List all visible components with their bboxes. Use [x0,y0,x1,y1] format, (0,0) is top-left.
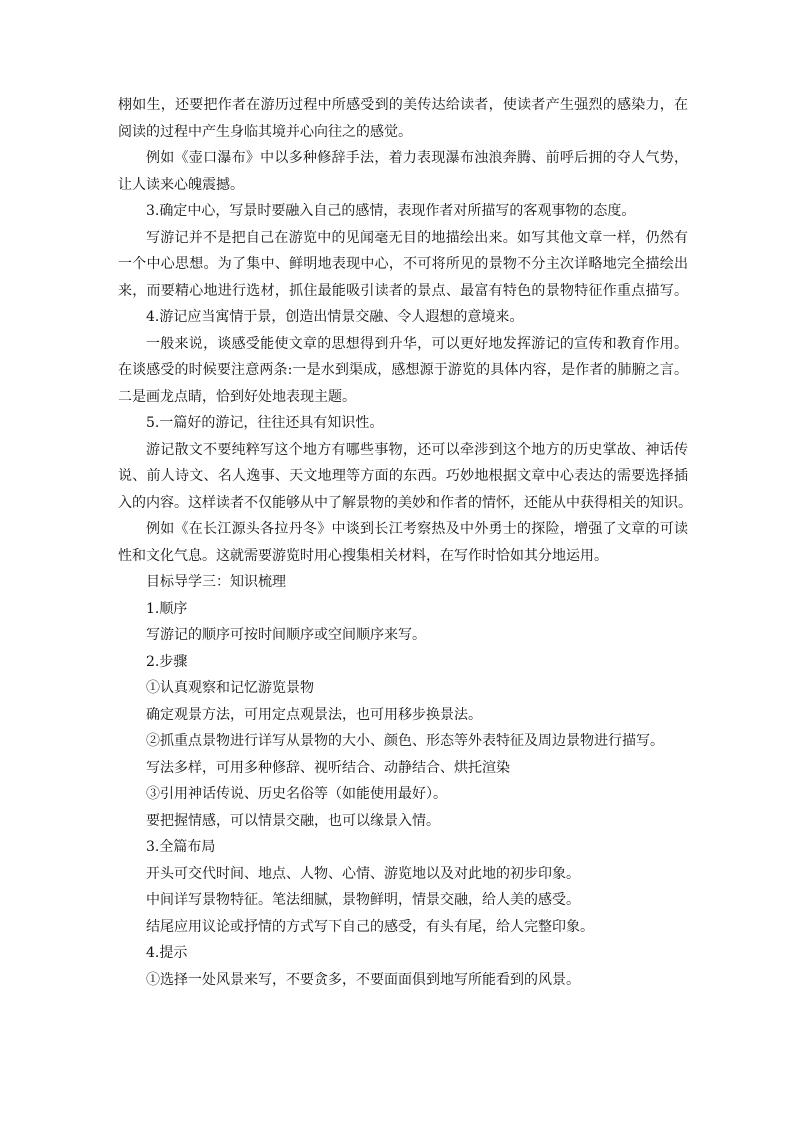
text-line: 结尾应用议论或抒情的方式写下自己的感受，有头有尾，给人完整印象。 [146,918,594,935]
text-line: 3.全篇布局 [146,839,216,855]
text-line: 在谈感受的时候要注意两条:一是水到渠成，感想源于游览的具体内容，是作者的肺腑之言。 [118,362,688,378]
text-line: 中间详写景物特征。笔法细腻，景物鲜明，情景交融，给人美的感受。 [146,892,580,908]
text-line: 来，而要精心地进行选材，抓住最能吸引读者的景点、最富有特色的景物特征作重点描写。 [118,282,688,299]
text-line: 二是画龙点睛，恰到好处地表现主题。 [118,388,356,405]
text-line: 一般来说，谈感受能使文章的思想得到升华，可以更好地发挥游记的宣传和教育作用。 [146,335,688,352]
text-line: 2.步骤 [146,653,188,670]
text-line: 写法多样，可用多种修辞、视听结合、动静结合、烘托渲染 [146,759,510,776]
text-line: 让人读来心魄震撼。 [118,176,244,193]
document-body [118,92,692,993]
text-line: ①选择一处风景来写，不要贪多，不要面面俱到地写所能看到的风景。 [146,971,580,988]
text-line: 例如《壶口瀑布》中以多种修辞手法，着力表现瀑布浊浪奔腾、前呼后拥的夺人气势， [146,150,688,166]
text-line: 5.一篇好的游记，往往还具有知识性。 [146,415,384,431]
text-line: 游记散文不要纯粹写这个地方有哪些事物，还可以牵涉到这个地方的历史掌故、神话传 [146,441,688,458]
text-line: ①认真观察和记忆游览景物 [146,680,314,696]
text-line: 例如《在长江源头各拉丹冬》中谈到长江考察热及中外勇士的探险，增强了文章的可读 [146,521,688,537]
text-line: ③引用神话传说、历史名俗等（如能使用最好）。 [146,786,447,802]
text-line: 目标导学三：知识梳理 [146,574,286,590]
text-line: 4.提示 [146,945,188,961]
text-line: 说、前人诗文、名人逸事、天文地理等方面的东西。巧妙地根据文章中心表达的需要选择插 [118,468,688,484]
text-line: 1.顺序 [146,600,188,617]
text-line: 写游记并不是把自己在游览中的见闻毫无目的地描绘出来。如写其他文章一样，仍然有 [146,229,688,246]
text-line: 4.游记应当寓情于景，创造出情景交融、令人遐想的意境来。 [146,309,524,325]
text-line: 开头可交代时间、地点、人物、心情、游览地以及对此地的初步印象。 [146,865,580,882]
text-line: 阅读的过程中产生身临其境并心向往之的感觉。 [118,123,412,140]
text-line: 栩如生，还要把作者在游历过程中所感受到的美传达给读者，使读者产生强烈的感染力，在 [118,97,688,113]
text-line: 性和文化气息。这就需要游览时用心搜集相关材料，在写作时恰如其分地运用。 [118,547,608,564]
text-line: 写游记的顺序可按时间顺序或空间顺序来写。 [146,627,426,643]
text-line: 要把握情感，可以情景交融，也可以缘景入情。 [146,812,440,829]
text-line: 3.确定中心，写景时要融入自己的感情，表现作者对所描写的客观事物的态度。 [146,203,636,219]
text-line: 一个中心思想。为了集中、鲜明地表现中心，不可将所见的景物不分主次详略地完全描绘出 [118,256,688,272]
text-line: 确定观景方法，可用定点观景法，也可用移步换景法。 [146,706,482,723]
text-line: ②抓重点景物进行详写从景物的大小、颜色、形态等外表特征及周边景物进行描写。 [146,733,664,749]
text-line: 入的内容。这样读者不仅能够从中了解景物的美妙和作者的情怀，还能从中获得相关的知识。 [118,494,692,511]
